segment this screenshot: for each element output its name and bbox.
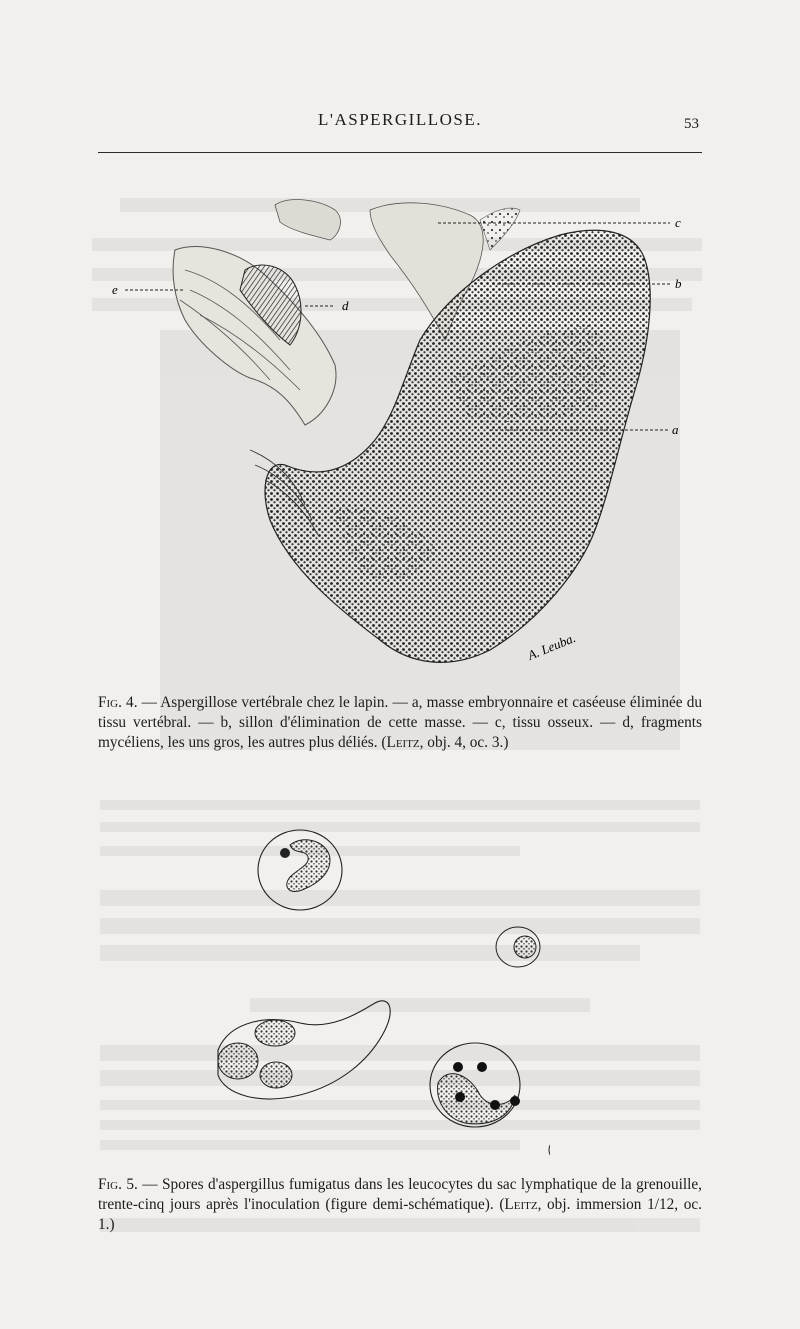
label-b: b [675,276,682,291]
figure-5-illustration [190,805,550,1175]
bone-tissue-left [173,246,336,425]
leucocyte-small [496,927,540,967]
figure-5-author: Leitz [504,1196,538,1213]
figure-5-caption-tail: , obj. immersion 1/12, oc. 1.) [98,1196,702,1233]
leucocyte-with-spores [430,1043,520,1127]
running-title: L'ASPERGILLOSE. [318,110,482,129]
figure-4-caption-tail: , obj. 4, oc. 3.) [419,734,509,751]
figure-5-caption-text: — Spores d'aspergillus fumigatus dans les leucocytes du sac lymphatique de la grenouille, trente-cinq jours après l'inoculation (figure demi-schématique). ( [98,1176,702,1213]
header-rule [98,152,702,153]
free-spore [549,1142,550,1158]
page-number: 53 [684,116,699,132]
label-e: e [112,282,118,297]
figure-5-caption [98,1175,702,1235]
figure-4-label: Fig. 4. [98,694,138,711]
figure-4-author: Leitz [386,734,420,751]
leucocyte-large [218,1001,390,1099]
figure-4-illustration [90,180,710,680]
illustrator-signature: A. Leuba. [525,630,578,663]
label-a: a [672,422,679,437]
leucocyte-top [258,830,342,910]
label-d: d [342,298,349,313]
figure-4-caption [98,693,702,753]
figure-5-label: Fig. 5. [98,1176,138,1193]
label-c: c [675,215,681,230]
figure-4-caption-text: — Aspergillose vertébrale chez le lapin. — a, masse embryonnaire et caséeuse éliminée du tissu vertébral. — b, sillon d'élimination de cette masse. — c, tissu osseux. — d, fragments mycéliens, les uns gros, les autres plus déliés. ( [98,694,702,751]
caseous-mass [265,230,650,662]
